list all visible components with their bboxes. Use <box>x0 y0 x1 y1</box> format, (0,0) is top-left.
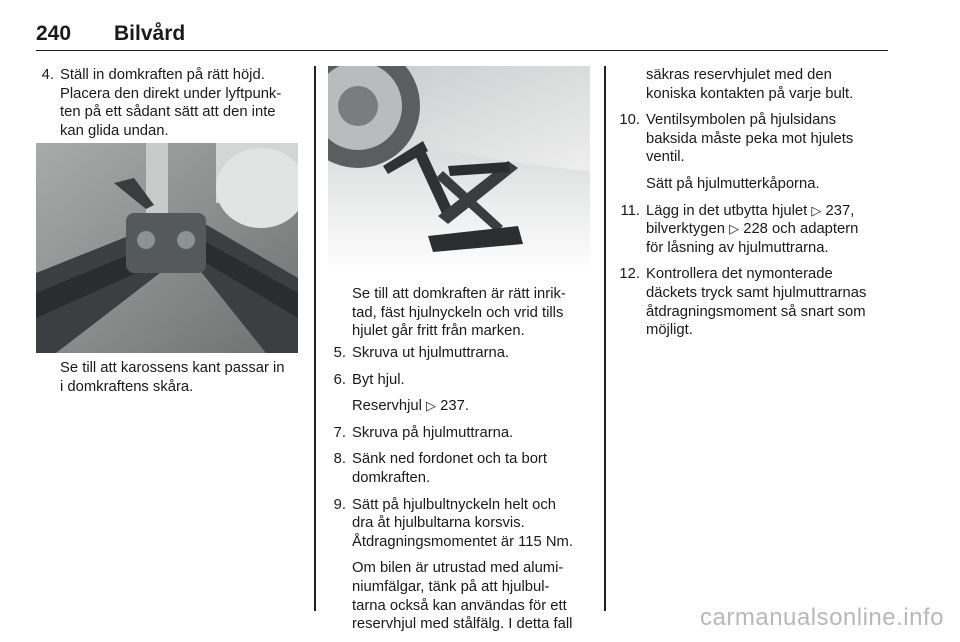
page-ref-icon: ▷ <box>811 202 822 218</box>
step-8 <box>328 450 596 487</box>
step-number: 6. <box>333 371 346 388</box>
step-note: tarna också kan användas för ett <box>352 597 567 614</box>
step-text: Byt hjul. <box>352 371 405 388</box>
caption-text: tad, fäst hjulnyckeln och vrid tills <box>352 304 564 321</box>
column-divider-1 <box>314 66 316 611</box>
step-number: 10. <box>619 112 640 129</box>
step-6 <box>328 371 596 416</box>
continued-line: koniska kontakten på varje bult. <box>646 85 854 102</box>
step-note: niumfälgar, tänk på att hjulbul- <box>352 578 550 595</box>
step-text: Åtdragningsmomentet är 115 Nm. <box>352 533 573 550</box>
step-note: reservhjul med stålfälg. I detta fall <box>352 616 573 633</box>
step-text: Placera den direkt under lyftpunk- <box>60 85 282 102</box>
step-text: ten på ett sådant sätt att den inte <box>60 104 276 121</box>
caption-text: Se till att domkraften är rätt inrik- <box>352 286 566 302</box>
jack-under-sill-illustration <box>36 143 298 353</box>
step-text: ventil. <box>646 149 685 166</box>
step-10 <box>618 111 890 193</box>
page-number: 240 <box>36 22 72 45</box>
continued-text <box>618 66 890 103</box>
caption-text: hjulet går fritt från marken. <box>352 323 525 340</box>
step-note: Om bilen är utrustad med alumi- <box>352 560 564 577</box>
step-text: Sätt på hjulbultnyckeln helt och <box>352 496 556 513</box>
watermark: carmanualsonline.info <box>700 604 944 631</box>
step-text-with-ref <box>646 202 890 221</box>
step-text-with-ref <box>646 220 890 239</box>
step-text: Skruva ut hjulmuttrarna. <box>352 345 510 361</box>
caption-text: Se till att karossens kant passar in <box>60 360 285 376</box>
column-3 <box>618 66 890 348</box>
reference-page: 228 och adaptern <box>743 221 859 238</box>
step-text: bilverktygen <box>646 221 725 238</box>
step-text: Ventilsymbolen på hjulsidans <box>646 112 837 129</box>
step-text: Kontrollera det nymonterade <box>646 266 833 283</box>
page-ref-icon: ▷ <box>729 221 740 237</box>
reference-page: 237. <box>440 398 469 415</box>
step-7 <box>328 424 596 443</box>
step-text: domkraften. <box>352 469 431 486</box>
page-ref-icon: ▷ <box>426 398 437 414</box>
step-number: 12. <box>619 266 640 283</box>
jack-lifting-photo <box>328 66 590 274</box>
step-number: 8. <box>333 451 346 468</box>
step-text: baksida måste peka mot hjulets <box>646 130 854 147</box>
section-title: Bilvård <box>114 22 186 45</box>
step-text: dra åt hjulbultarna korsvis. <box>352 515 525 532</box>
step-text: för låsning av hjulmuttrarna. <box>646 239 829 256</box>
step-number: 4. <box>41 67 54 83</box>
step-5 <box>328 344 596 363</box>
reference-page: 237, <box>825 202 855 219</box>
column-1-caption <box>60 359 304 396</box>
step-text: kan glida undan. <box>60 122 169 139</box>
step-11 <box>618 202 890 258</box>
step-number: 11. <box>620 202 640 219</box>
step-text: däckets tryck samt hjulmuttrarnas <box>646 284 867 301</box>
step-number: 5. <box>333 345 346 361</box>
step-text: Ställ in domkraften på rätt höjd. <box>60 67 265 83</box>
jack-position-photo <box>36 143 298 353</box>
column-2-caption <box>352 285 592 341</box>
continued-line: säkras reservhjulet med den <box>646 67 832 83</box>
step-9 <box>328 496 596 634</box>
page-reference <box>352 397 596 416</box>
step-text: åtdragningsmoment så snart som <box>646 303 866 320</box>
step-number: 7. <box>333 424 346 441</box>
step-text: Lägg in det utbytta hjulet <box>646 202 808 219</box>
step-12 <box>618 265 890 339</box>
column-divider-2 <box>604 66 606 611</box>
step-number: 9. <box>333 496 346 513</box>
step-4 <box>36 66 300 140</box>
step-note: Sätt på hjulmutterkåporna. <box>646 175 820 192</box>
step-text: Skruva på hjulmuttrarna. <box>352 424 514 441</box>
page-header <box>36 22 888 51</box>
step-text: Sänk ned fordonet och ta bort <box>352 451 547 468</box>
column-2-steps <box>328 344 596 642</box>
reference-label: Reservhjul <box>352 398 422 415</box>
step-text: möjligt. <box>646 322 693 339</box>
column-1 <box>36 66 300 148</box>
scissor-jack-illustration <box>328 66 590 274</box>
caption-text: i domkraftens skåra. <box>60 378 194 395</box>
